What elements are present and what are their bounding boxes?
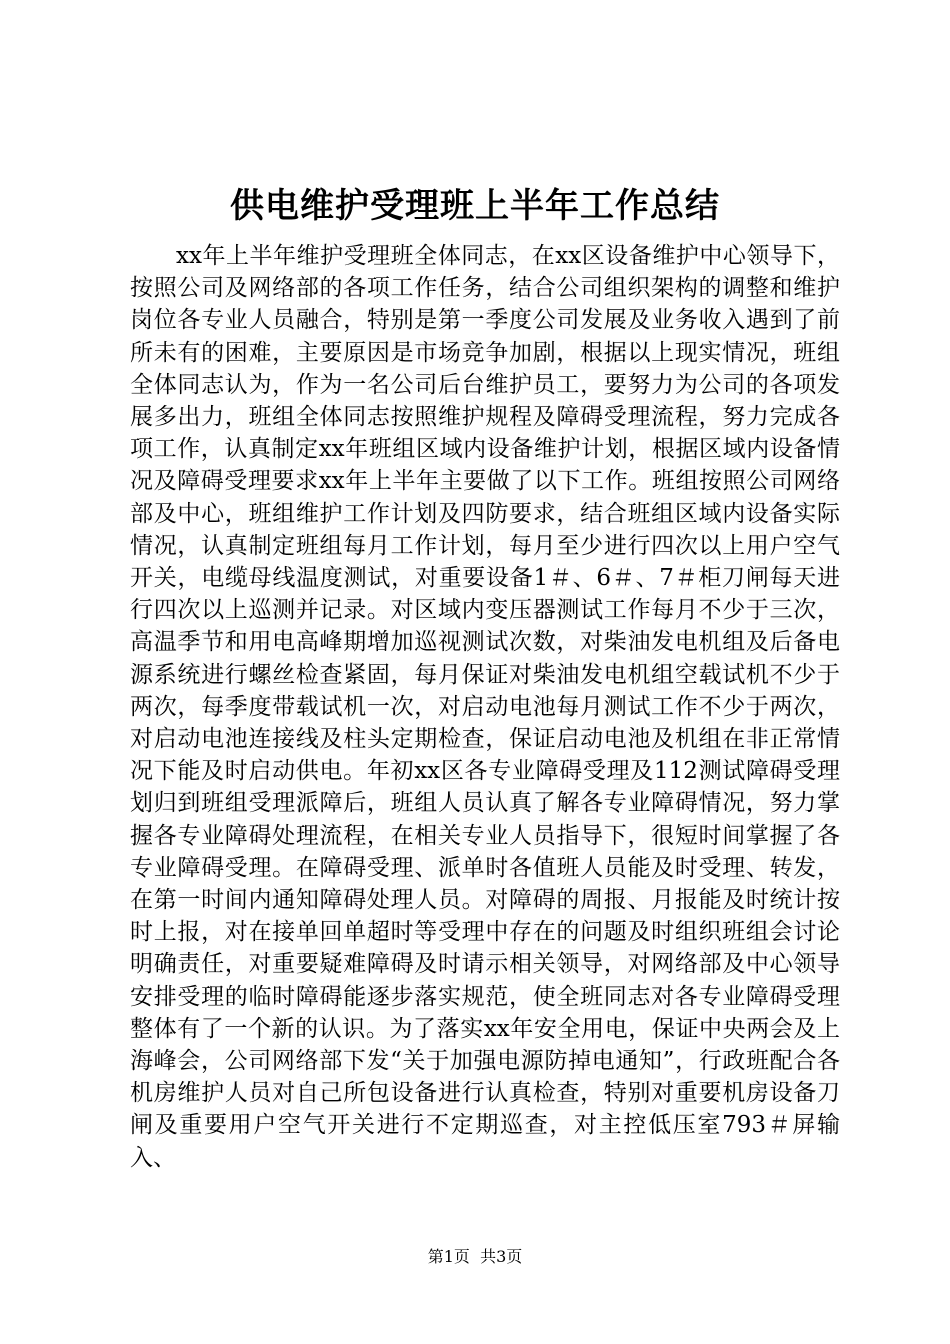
document-body: xx年上半年维护受理班全体同志，在xx区设备维护中心领导下，按照公司及网络部的各项工作任务，结合公司组织架构的调整和维护岗位各专业人员融合，特别是第一季度公司发展及业务收入遇到了前所未有的困难，主要原因是市场竞争加剧，根据以上现实情况，班组全体同志认为，作为一名公司后台维护员工，要努力为公司的各项发展多出力，班组全体同志按照维护规程及障碍受理流程，努力完成各项工作，认真制定xx年班组区域内设备维护计划，根据区域内设备情况及障碍受理要求xx年上半年主要做了以下工作。班组按照公司网络部及中心，班组维护工作计划及四防要求，结合班组区域内设备实际情况，认真制定班组每月工作计划，每月至少进行四次以上用户空气开关，电缆母线温度测试，对重要设备1＃、6＃、7＃柜刀闸每天进行四次以上巡测并记录。对区域内变压器测试工作每月不少于三次，高温季节和用电高峰期增加巡视测试次数，对柴油发电机组及后备电源系统进行螺丝检查紧固，每月保证对柴油发电机组空载试机不少于两次，每季度带载试机一次，对启动电池每月测试工作不少于两次，对启动电池连接线及柱头定期检查，保证启动电池及机组在非正常情况下能及时启动供电。年初xx区各专业障碍受理及112测试障碍受理划归到班组受理派障后，班组人员认真了解各专业障碍情况，努力掌握各专业障碍处理流程，在相关专业人员指导下，很短时间掌握了各专业障碍受理。在障碍受理、派单时各值班人员能及时受理、转发，在第一时间内通知障碍处理人员。对障碍的周报、月报能及时统计按时上报，对在接单回单超时等受理中存在的问题及时组织班组会讨论明确责任，对重要疑难障碍及时请示相关领导，对网络部及中心领导安排受理的临时障碍能逐步落实规范，使全班同志对各专业障碍受理整体有了一个新的认识。为了落实xx年安全用电，保证中央两会及上海峰会，公司网络部下发“关于加强电源防掉电通知”，行政班配合各机房维护人员对自己所包设备进行认真检查，特别对重要机房设备刀闸及重要用户空气开关进行不定期巡查，对主控低压室793＃屏输入、 bbox=[130, 243, 840, 1171]
page-total: 共3页 bbox=[480, 1247, 523, 1266]
page-footer bbox=[0, 1245, 950, 1269]
document-title: 供电维护受理班上半年工作总结 bbox=[230, 186, 720, 226]
footer-gap bbox=[470, 1247, 480, 1266]
page-number: 第1页 bbox=[427, 1247, 470, 1266]
